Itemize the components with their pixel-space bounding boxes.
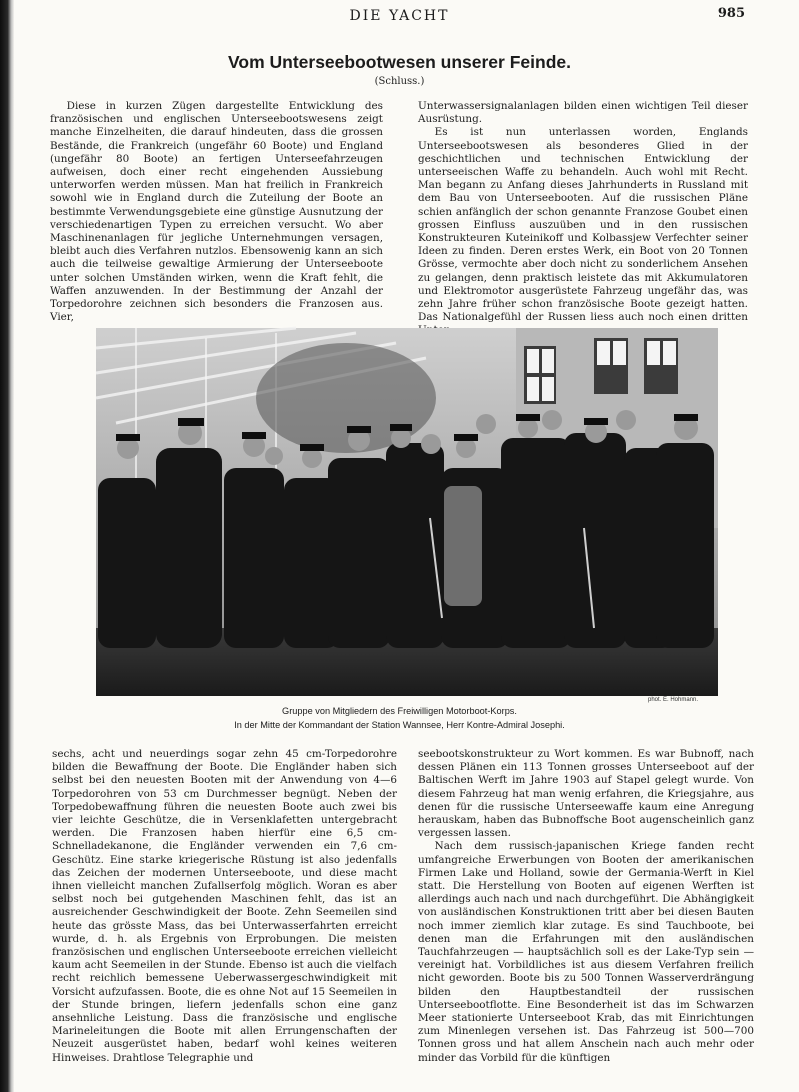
group-photograph — [96, 328, 718, 696]
page-number: 985 — [717, 6, 745, 21]
paragraph: Es ist nun unterlassen worden, Englands Unterseebootswesen als besonderes Glied in der geschichtlichen und technischen Entwicklung der unterseeischen Waffe zu behandeln. Auch wohl mit Recht. Man begann zu Anfang dieses Jahrhunderts in Russland mit dem Bau von Unterseebooten. Auf die russischen Pläne schien anfänglich der schon genannte Franzose Goubet einen grossen Einfluss auszuüben und in den russischen Konstrukteuren Kuteinikoff und Kolbassjew Verfechter seiner Ideen zu finden. Deren erstes Werk, ein Boot von 20 Tonnen Grösse, vermochte aber doch nicht zu sonderlichem Ansehen zu gelangen, denn praktisch leistete das mit Akkumulatoren und Elektromotor ausgerüstete Fahrzeug ungefähr das, was zehn Jahre früher schon französische Boote gezeigt hatten. Das Nationalgefühl der Russen liess auch noch einen dritten — [418, 126, 748, 324]
paragraph: Unterwassersignalanlagen bilden einen wichtigen Teil dieser Ausrüstung. — [418, 100, 748, 126]
paragraph: seebootskonstrukteur zu Wort kommen. Es war Bubnoff, nach dessen Plänen ein 113 Tonnen grosses Unterseeboot auf der Baltischen Werft im Jahre 1903 auf Stapel gelegt wurde. Von diesem Fahrzeug hat man wenig erfahren, die Kriegsjahre, aus denen für die russische Unterseewaffe kaum eine Anregung herauskam, haben das Bubnoffsche Boot augenscheinlich ganz vergessen lassen. — [418, 748, 754, 840]
book-binding-edge — [0, 0, 14, 1092]
paragraph: Nach dem russisch-japanischen Kriege fanden recht umfangreiche Erwerbungen von Booten der amerikanischen Firmen Lake und Holland, sowie der Germania-Werft in Kiel statt. Die Herstellung von Booten auf eigenen Werften ist allerdings auch nach und nach durchgeführt. Die Abhängigkeit von ausländischen Konstruktionen tritt aber bei diesen Bauten noch immer ziemlich klar zutage. Es sind Tauchboote, bei denen man die Erfahrungen mit den ausländischen Tauchfahrzeugen — hauptsächlich soll es der Lake-Typ sein — vereinigt hat. Vorbildliches ist aus diesem Verfahren freilich nicht geworden. Boote bis zu 500 Tonnen Wasserverdrängung bilden den Hauptbestandteil der russischen Unterseebootflotte. Eine Besonderheit ist das im Schwarzen Meer stationierte Unterseeboot Krab, das mit Einrichtungen zum Minenlegen versehen ist. Das Fahrzeug ist 500—700 Tonnen gross und hat allem Anschein nach auch mehr oder minder das Vorbild für die künftigen — [418, 840, 754, 1064]
column-left-top — [50, 100, 383, 326]
running-head: DIE YACHT — [349, 8, 450, 24]
column-right-bottom — [418, 748, 754, 1086]
article-subtitle: (Schluss.) — [374, 76, 425, 87]
paragraph: sechs, acht und neuerdings sogar zehn 45 cm-Torpedorohre bilden die Bewaffnung der Boote. Die Engländer haben sich selbst bei den neuesten Booten mit der Anwendung von 4—6 Torpedorohren von 53 cm Durchmesser begnügt. Neben der Torpedobewaffnung führen die neuesten Boote auch zwei bis vier leichte Geschütze, die in Versenklafetten untergebracht werden. Die Franzosen haben hierfür eine 6,5 cm-Schnelladekanone, die Engländer verwenden ein 7,6 cm-Geschütz. Eine starke kriegerische Rüstung ist also jedenfalls das Zeichen der modernen Unterseeboote, und diese macht ihnen vielleicht manchen Zufallserfolg möglich. Woran es aber selbst noch bei gutgehenden Maschinen fehlt, das ist an ausreichender Geschwindigkeit der Boote. Zehn Seemeilen sind heute das grösste Mass, das bei Unterwasserfahrten erreicht wurde, d. h. als Ergebnis von Erprobungen. Die meisten französischen und englischen Unterseeboote erreichen vielleicht kaum acht Seemeilen in der Stunde. Ebenso ist auch die vielfach recht reichlich bemessene Ueberwassergeschwindigkeit mit Vorsicht aufzufassen. Boote, die es ohne Not auf 15 Seemeilen in der Stunde bringen, liefern jedenfalls schon eine ganz ansehnliche Leistung. Dass die französische und englische Marineleitungen die Boote mit allen Errungenschaften der Neuzeit ausgerüstet haben, bedarf wohl keines weiteren Hinweises. Drahtlose Telegraphie und — [52, 748, 397, 1064]
caption-line-2: In der Mitte der Kommandant der Station Wannsee, Herr Kontre-Admiral Josephi. — [234, 720, 565, 730]
photo-illustration — [96, 328, 718, 696]
photo-credit: phot. E. Hohmann. — [648, 697, 699, 703]
article-title: Vom Unterseebootwesen unserer Feinde. — [228, 52, 571, 72]
paragraph: Diese in kurzen Zügen dargestellte Entwicklung des französischen und englischen Unterseebootswesens zeigt manche Einzelheiten, die darauf hindeuten, dass die grossen Bestände, die Frankreich (ungefähr 60 Boote) und England (ungefähr 80 Boote) an fertigen Unterseefahrzeugen aufweisen, doch einer recht eingehenden Aussiebung unterworfen werden müssen. Man hat freilich in Frankreich sowohl wie in England durch die Zuteilung der Boote an bestimmte Verwendungsgebiete eine günstige Ausnutzung der verschiedenartigen Typen zu erreichen versucht. Wo aber Maschinenanlagen für jegliche Unternehmungen versagen, bleibt auch dies Verfahren nutzlos. Ebensowenig kann an sich auch die teilweise gewaltige Armierung der Unterseeboote unter solchen Umständen wirken, wenn die Kraft fehlt, die Waffen anzuwenden. In der Bestimmung der Anzahl der Torpedorohre zeichnen sich besonders die Franzosen aus. Vier, — [50, 100, 383, 324]
column-right-top — [418, 100, 748, 326]
caption-line-1: Gruppe von Mitgliedern des Freiwilligen Motorboot-Korps. — [282, 706, 517, 716]
column-left-bottom — [52, 748, 397, 1086]
